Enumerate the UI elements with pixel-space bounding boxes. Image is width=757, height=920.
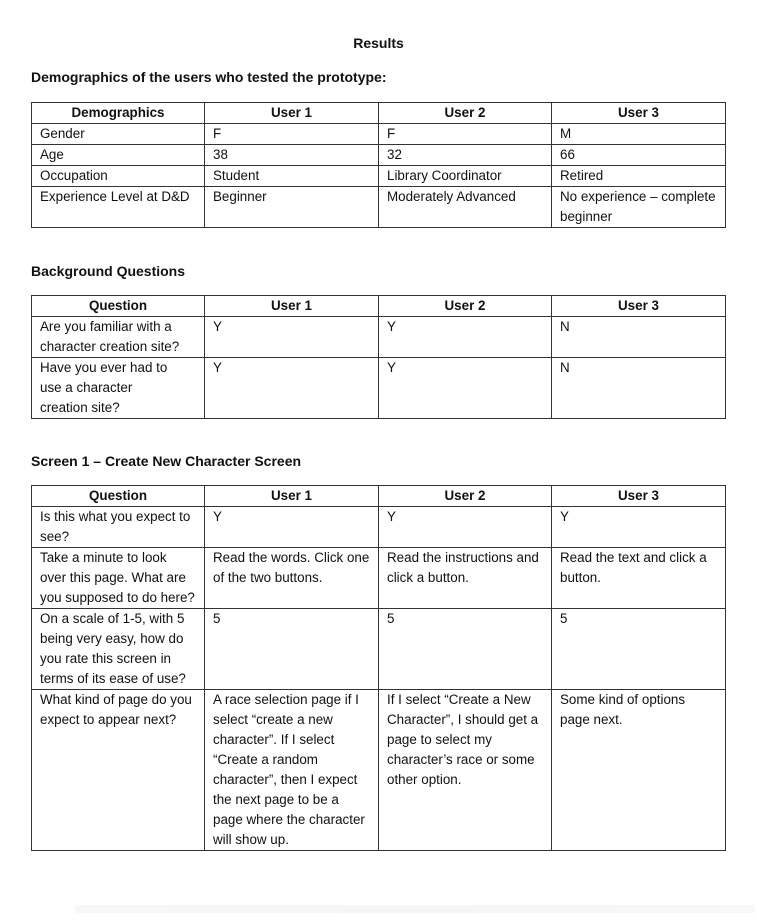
column-header: Question (32, 486, 205, 507)
table-row (32, 317, 726, 358)
table-row (32, 145, 726, 166)
column-header: User 3 (552, 486, 726, 507)
column-header: User 2 (379, 296, 552, 317)
table-row (32, 690, 726, 851)
row-label: Gender (32, 124, 205, 145)
table-row (32, 507, 726, 548)
table-header-row (32, 486, 726, 507)
table-header-row (32, 103, 726, 124)
table-cell: Student (205, 166, 379, 187)
table-row (32, 358, 726, 419)
table-cell: Library Coordinator (379, 166, 552, 187)
screen1-table (31, 485, 726, 851)
table-row (32, 187, 726, 228)
row-label: Age (32, 145, 205, 166)
answer-cell: Y (205, 317, 379, 358)
column-header: User 1 (205, 103, 379, 124)
answer-cell: 5 (205, 609, 379, 690)
answer-cell: Y (379, 317, 552, 358)
question-cell: Are you familiar with a character creation site? (32, 317, 205, 358)
table-cell: Beginner (205, 187, 379, 228)
column-header: User 3 (552, 103, 726, 124)
answer-cell: Y (552, 507, 726, 548)
answer-cell: Y (379, 507, 552, 548)
question-cell: Have you ever had to use a character creation site? (32, 358, 205, 419)
background-table (31, 295, 726, 419)
answer-cell: Y (205, 507, 379, 548)
answer-cell: A race selection page if I select “create a new character”. If I select “Create a random character”, then I expect the next page to be a page where the character will show up. (205, 690, 379, 851)
row-label: Occupation (32, 166, 205, 187)
answer-cell: Some kind of options page next. (552, 690, 726, 851)
background-heading: Background Questions (31, 263, 186, 279)
table-cell: 66 (552, 145, 726, 166)
answer-cell: 5 (552, 609, 726, 690)
column-header: User 2 (379, 103, 552, 124)
table-row (32, 124, 726, 145)
table-cell: M (552, 124, 726, 145)
question-cell: What kind of page do you expect to appear next? (32, 690, 205, 851)
column-header: Demographics (32, 103, 205, 124)
table-cell: F (379, 124, 552, 145)
answer-cell: N (552, 358, 726, 419)
answer-cell: Read the words. Click one of the two buttons. (205, 548, 379, 609)
question-cell: On a scale of 1-5, with 5 being very easy, how do you rate this screen in terms of its ease of use? (32, 609, 205, 690)
column-header: User 1 (205, 486, 379, 507)
table-cell: 38 (205, 145, 379, 166)
table-cell: 32 (379, 145, 552, 166)
answer-cell: 5 (379, 609, 552, 690)
table-cell: No experience – complete beginner (552, 187, 726, 228)
question-cell: Is this what you expect to see? (32, 507, 205, 548)
column-header: User 1 (205, 296, 379, 317)
table-cell: F (205, 124, 379, 145)
table-cell: Moderately Advanced (379, 187, 552, 228)
answer-cell: Y (205, 358, 379, 419)
column-header: User 3 (552, 296, 726, 317)
document-title: Results (353, 35, 404, 51)
faint-bleed-through-line (75, 905, 755, 913)
answer-cell: Read the text and click a button. (552, 548, 726, 609)
screen1-heading: Screen 1 – Create New Character Screen (31, 453, 302, 469)
answer-cell: N (552, 317, 726, 358)
table-row (32, 609, 726, 690)
table-cell: Retired (552, 166, 726, 187)
table-row (32, 166, 726, 187)
row-label: Experience Level at D&D (32, 187, 205, 228)
table-header-row (32, 296, 726, 317)
column-header: Question (32, 296, 205, 317)
question-cell: Take a minute to look over this page. What are you supposed to do here? (32, 548, 205, 609)
column-header: User 2 (379, 486, 552, 507)
answer-cell: If I select “Create a New Character”, I should get a page to select my character’s race or some other option. (379, 690, 552, 851)
demographics-table (31, 102, 726, 228)
answer-cell: Read the instructions and click a button. (379, 548, 552, 609)
table-row (32, 548, 726, 609)
demographics-heading: Demographics of the users who tested the prototype: (31, 69, 387, 85)
answer-cell: Y (379, 358, 552, 419)
